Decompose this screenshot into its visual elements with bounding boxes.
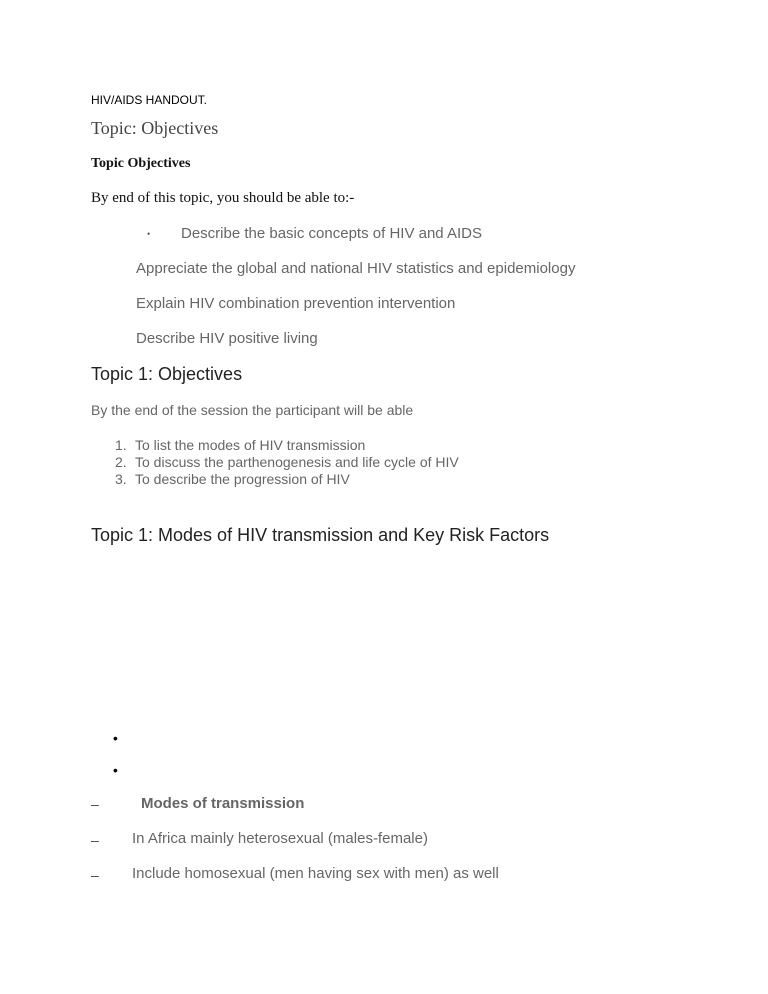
dash-icon: – — [91, 832, 99, 848]
document-header: HIV/AIDS HANDOUT. — [91, 93, 208, 107]
section-subtitle: Topic Objectives — [91, 156, 191, 171]
section-heading: Topic 1: Objectives — [91, 364, 243, 384]
list-item — [91, 471, 459, 488]
objective-item: Explain HIV combination prevention intervention — [136, 295, 456, 312]
list-item-text: To discuss the parthenogenesis and life cycle of HIV — [135, 454, 459, 470]
list-number: 1. — [115, 437, 127, 453]
dash-icon: – — [91, 867, 99, 883]
list-item-text: To list the modes of HIV transmission — [135, 437, 366, 453]
list-item — [91, 437, 459, 454]
numbered-list — [91, 437, 459, 488]
bullet-icon: • — [113, 730, 118, 746]
modes-line: Include homosexual (men having sex with men) as well — [132, 865, 499, 882]
section-heading: Topic 1: Modes of HIV transmission and Key Risk Factors — [91, 525, 550, 545]
list-number: 3. — [115, 471, 127, 487]
objective-item: Describe HIV positive living — [136, 330, 318, 347]
bullet-icon: • — [113, 762, 118, 778]
bullet-icon: • — [147, 229, 151, 239]
objective-item: Describe the basic concepts of HIV and AIDS — [181, 225, 482, 242]
intro-text: By end of this topic, you should be able to:- — [91, 190, 355, 206]
modes-line: In Africa mainly heterosexual (males-female) — [132, 830, 428, 847]
section-lead: By the end of the session the participant will be able — [91, 402, 414, 418]
list-item-text: To describe the progression of HIV — [135, 471, 350, 487]
modes-heading: Modes of transmission — [141, 795, 305, 812]
page-title: Topic: Objectives — [91, 118, 219, 138]
list-number: 2. — [115, 454, 127, 470]
objective-item: Appreciate the global and national HIV statistics and epidemiology — [136, 260, 576, 277]
list-item — [91, 454, 459, 471]
dash-icon: – — [91, 796, 99, 812]
